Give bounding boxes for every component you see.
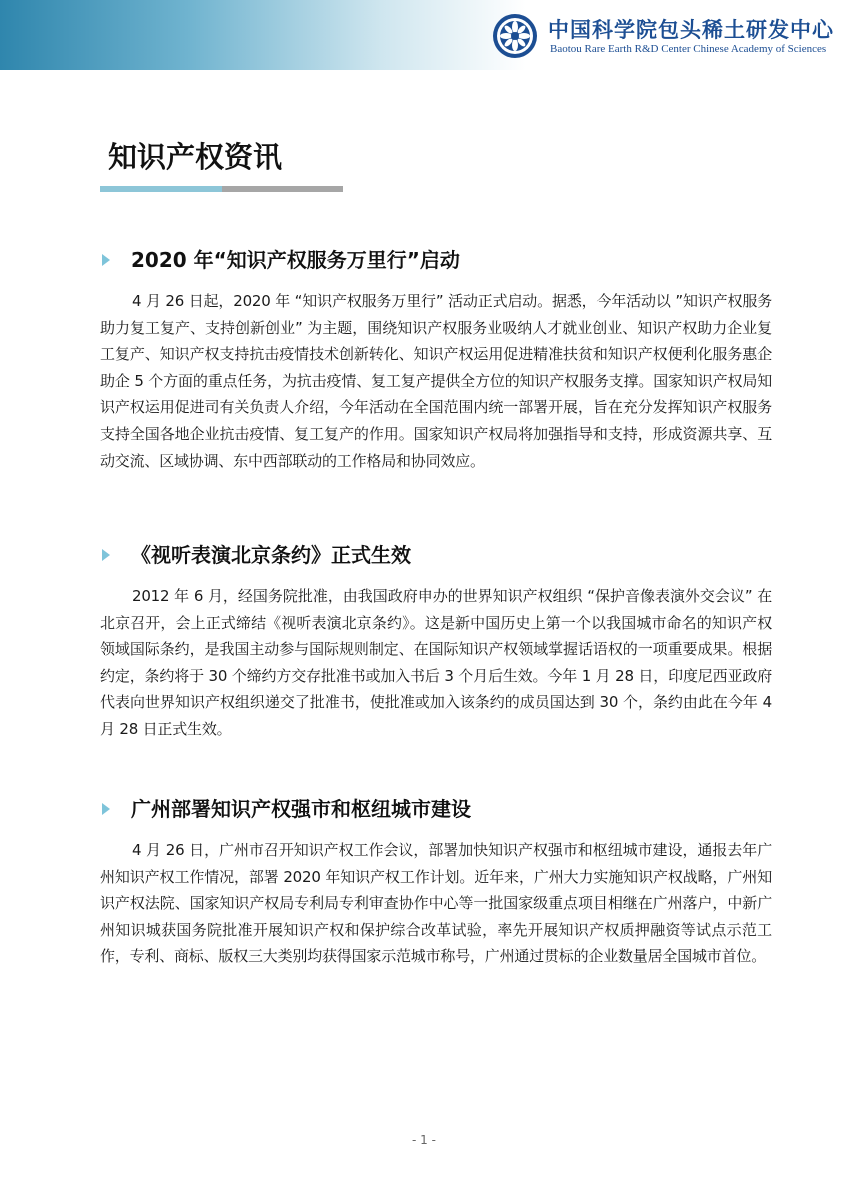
section-title: 《视听表演北京条约》正式生效 [131,543,411,567]
section-title: 2020 年“知识产权服务万里行”启动 [131,248,460,272]
bullet-triangle-icon [102,549,110,561]
bullet-triangle-icon [102,254,110,266]
title-underline [100,186,343,192]
org-name-chinese: 中国科学院包头稀土研发中心 [548,17,834,42]
bullet-triangle-icon [102,803,110,815]
section-body: 4 月 26 日，广州市召开知识产权工作会议，部署加快知识产权强市和枢纽城市建设，通报去年广州知识产权工作情况，部署 2020 年知识产权工作计划。近年来，广州大力实施知识产权战略，广州知识产权法院、国家知识产权局专利局专利审查协作中心等一批国家级重点项目相继在广州落户，中新广州知识城获国务院批准开展知识产权和保护综合改革试验，率先开展知识产权质押融资等试点示范工作，专利、商标、版权三大类别均获得国家示范城市称号，广州通过贯标的企业数量居全国城市首位。 [100,841,772,966]
org-name-english: Baotou Rare Earth R&D Center Chinese Academy of Sciences [550,43,827,55]
title-underline-accent [100,186,222,192]
page-title: 知识产权资讯 [108,140,283,174]
title-underline-gray [222,186,343,192]
news-section [100,244,772,474]
section-body: 4 月 26 日起，2020 年 “知识产权服务万里行” 活动正式启动。据悉，今年活动以 ”知识产权服务助力复工复产、支持创新创业” 为主题，围绕知识产权服务业吸纳人才就业创业、知识产权助力企业复工复产、知识产权支持抗击疫情技术创新转化、知识产权运用促进精准扶贫和知识产权便利化服务惠企助企 5 个方面的重点任务，为抗击疫情、复工复产提供全方位的知识产权服务支撑。国家知识产权局知识产权运用促进司有关负责人介绍，今年活动在全国范围内统一部署开展，旨在充分发挥知识产权服务支持全国各地企业抗击疫情、复工复产的作用。国家知识产权局将加强指导和支持，形成资源共享、互动交流、区域协调、东中西部联动的工作格局和协同效应。 [100,292,772,470]
news-section [100,539,772,743]
cas-logo-icon [492,13,538,59]
page-number: - 1 - [412,1133,436,1147]
section-heading [100,793,772,827]
news-section [100,793,772,970]
section-heading [100,244,772,278]
section-heading [100,539,772,573]
section-body: 2012 年 6 月，经国务院批准，由我国政府申办的世界知识产权组织 “保护音像表演外交会议” 在北京召开，会上正式缔结《视听表演北京条约》。这是新中国历史上第一个以我国城市命名的知识产权领域国际条约，是我国主动参与国际规则制定、在国际知识产权领域掌握话语权的一项重要成果。根据约定，条约将于 30 个缔约方交存批准书或加入书后 3 个月后生效。今年 1 月 28 日，印度尼西亚政府代表向世界知识产权组织递交了批准书，使批准或加入该条约的成员国达到 30 个，条约由此在今年 4 月 28 日正式生效。 [100,587,772,738]
section-title: 广州部署知识产权强市和枢纽城市建设 [131,797,471,821]
